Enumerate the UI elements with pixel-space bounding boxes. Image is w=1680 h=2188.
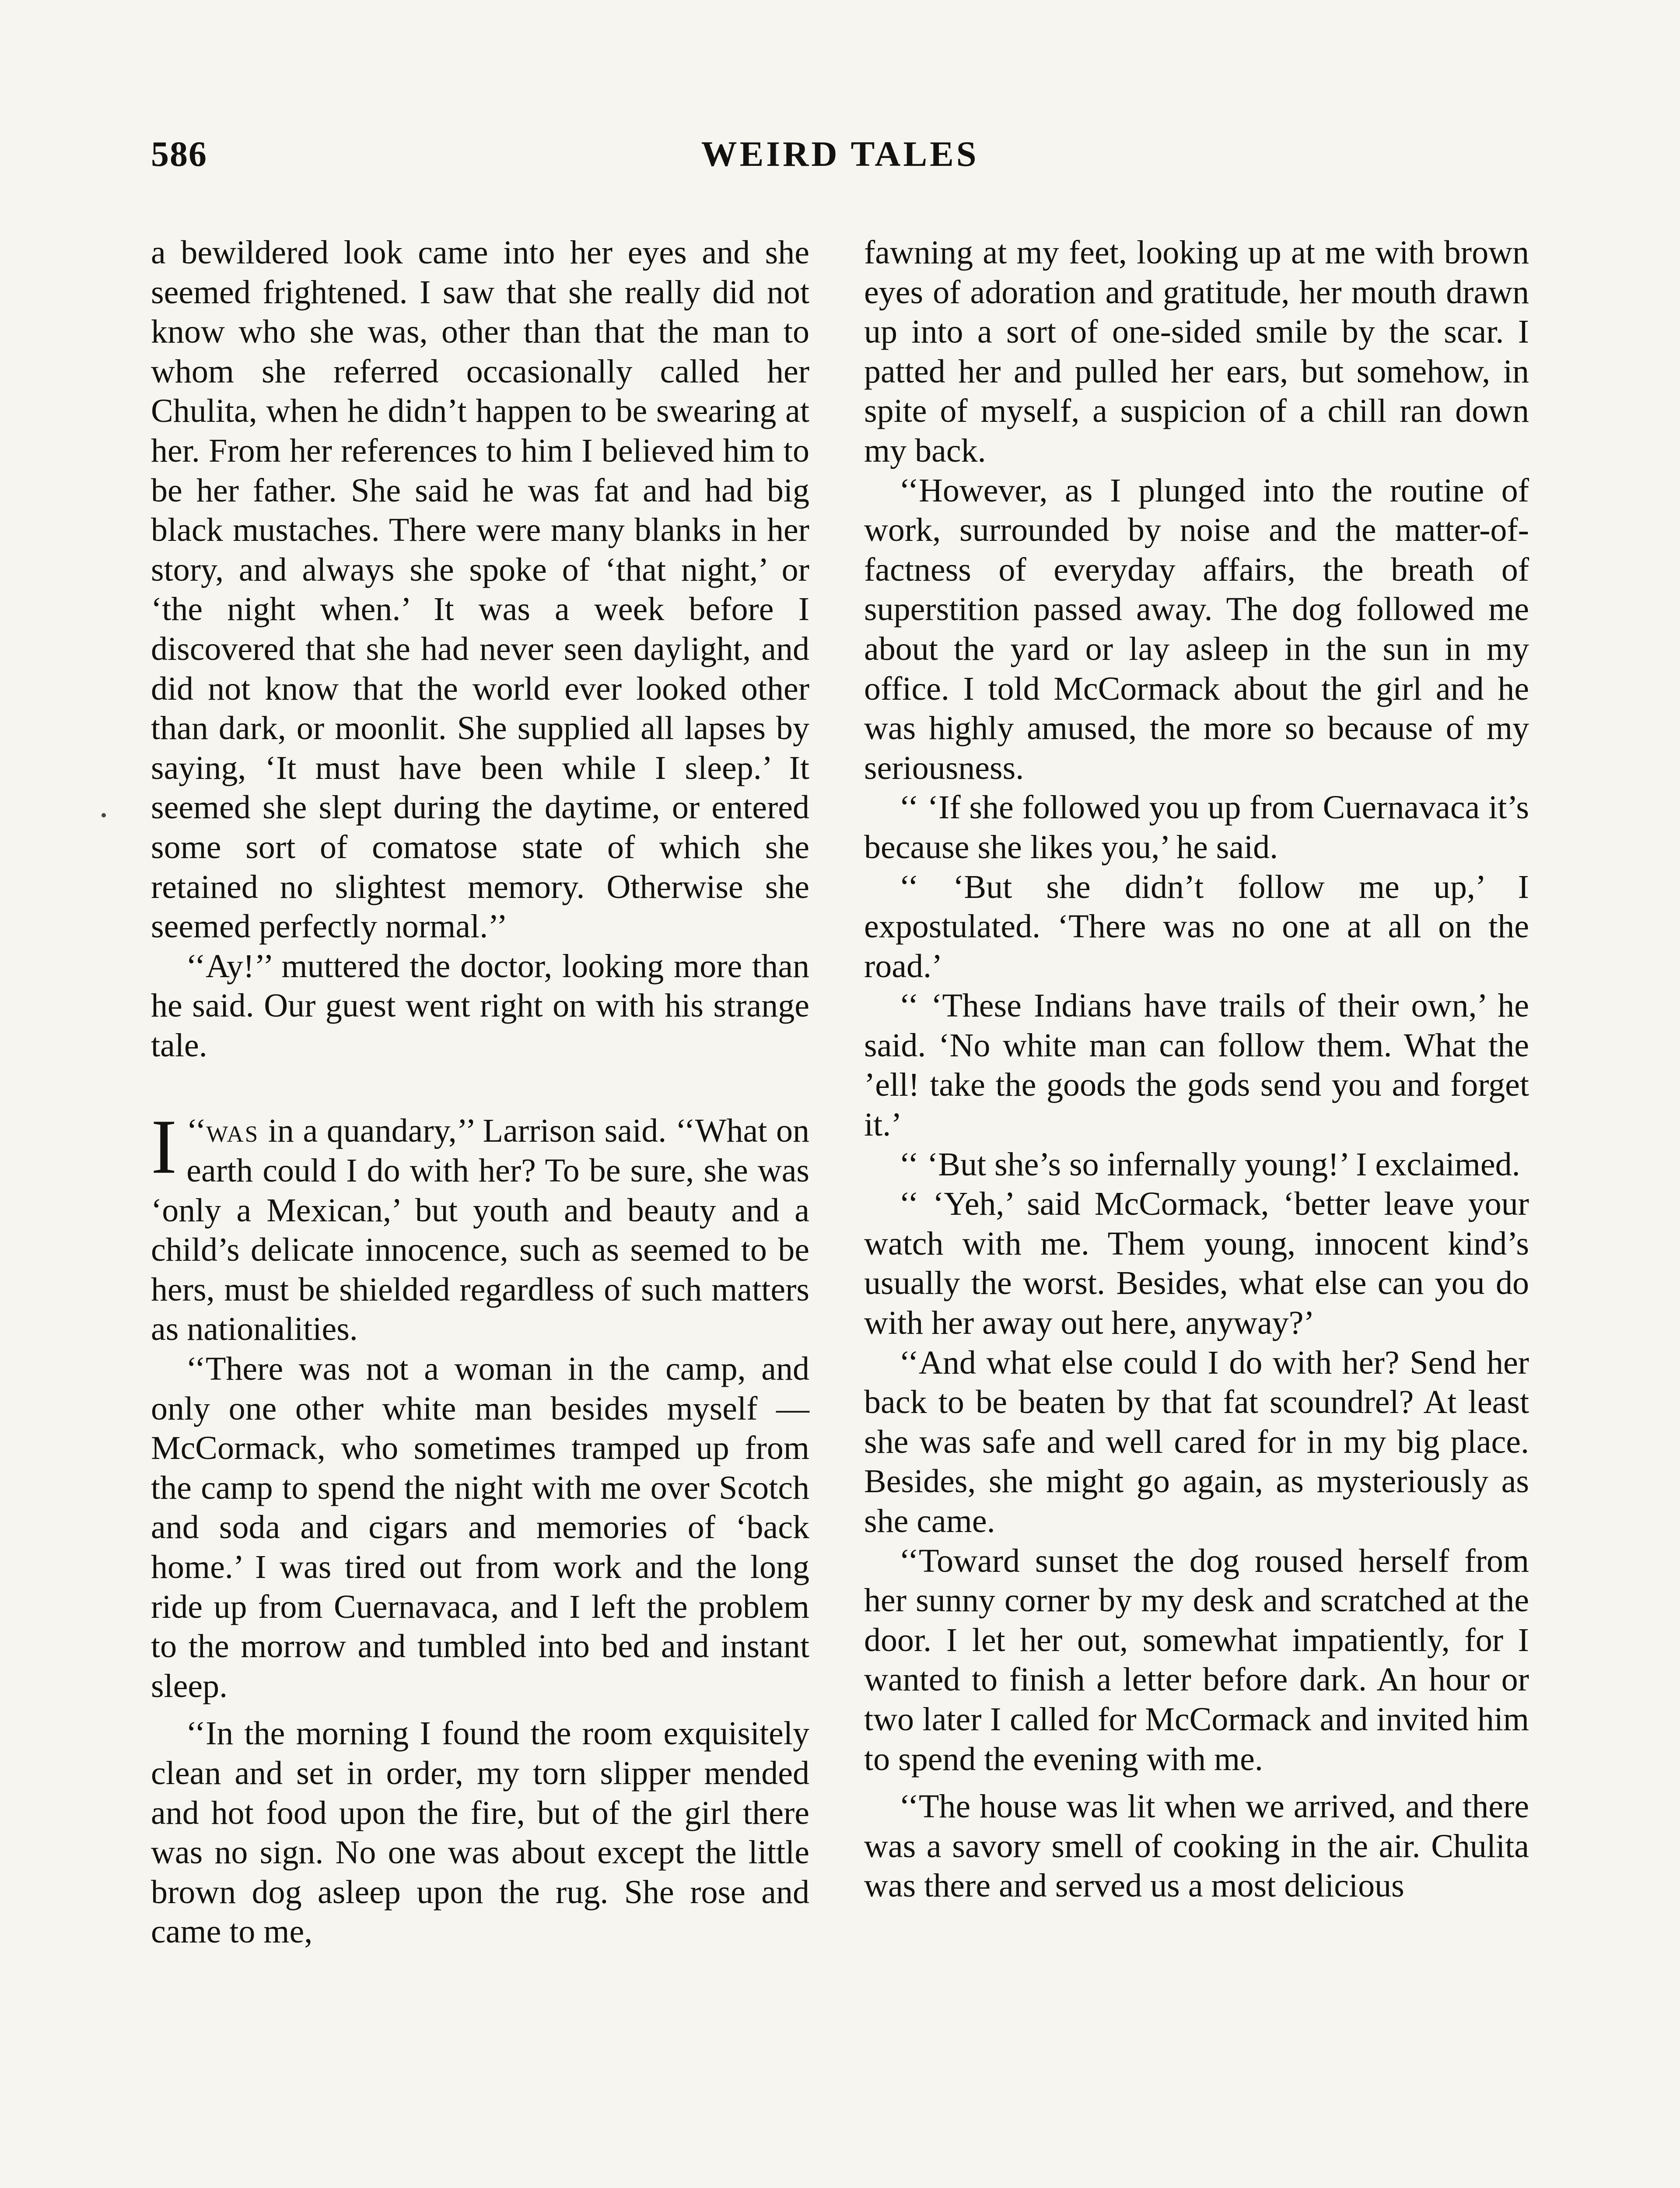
paragraph: fawning at my feet, looking up at me with brown eyes of adoration and gratitude, her mouth drawn up into a sort of one-sided smile by the scar. I patted her and pulled her ears, but somehow, in spite of myself, a suspicion of a chill ran down my back. <box>864 234 1529 469</box>
paragraph: ‘‘ ‘Yeh,’ said McCormack, ‘better leave your watch with me. Them young, innocent kind’s usually the worst. Besides, what else can you do with her away out here, anyway?’ <box>864 1185 1529 1342</box>
section-opening-paragraph <box>151 1103 809 1349</box>
left-column <box>151 233 809 1952</box>
paragraph: ‘‘Toward sunset the dog roused herself from her sunny corner by my desk and scratched at the door. I let her out, somewhat impatiently, for I wanted to finish a letter before dark. An hour or two later I called for McCormack and invited him to spend the evening with me. <box>864 1542 1529 1778</box>
right-column <box>864 233 1529 1906</box>
paper-speck <box>102 813 106 817</box>
paragraph: ‘‘ ‘But she didn’t follow me up,’ I expostulated. ‘There was no one at all on the road.’ <box>864 868 1529 985</box>
page-number: 586 <box>151 134 207 174</box>
paragraph: a bewildered look came into her eyes and she seemed frightened. I saw that she really did not know who she was, other than that the man to whom she referred occasionally called her Chulita, when he didn’t happen to be swearing at her. From her references to him I believed him to be her father. She said he was fat and had big black mustaches. There were many blanks in her story, and always she spoke of ‘that night,’ or ‘the night when.’ It was a week before I discovered that she had never seen daylight, and did not know that the world ever looked other than dark, or moonlit. She supplied all lapses by saying, ‘It must have been while I sleep.’ It seemed she slept during the daytime, or entered some sort of comatose state of which she retained no slightest memory. Otherwise she seemed perfectly normal.’’ <box>151 234 809 945</box>
paragraph: ‘‘Ay!’’ muttered the doctor, looking more than he said. Our guest went right on with his strange tale. <box>151 947 809 1064</box>
opening-quote: ‘‘ <box>186 1112 206 1150</box>
paragraph: ‘‘ ‘If she followed you up from Cuernavaca it’s because she likes you,’ he said. <box>864 789 1529 866</box>
paragraph: ‘‘In the morning I found the room exquisitely clean and set in order, my torn slipper mended and hot food upon the fire, but of the girl there was no sign. No one was about except the little brown dog asleep upon the rug. She rose and came to me, <box>151 1715 809 1950</box>
paragraph: ‘‘ ‘But she’s so infernally young!’ I exclaimed. <box>899 1146 1520 1183</box>
paragraph: ‘‘However, as I plunged into the routine of work, surrounded by noise and the matter-of-factness of everyday affairs, the breath of superstition passed away. The dog followed me about the yard or lay asleep in the sun in my office. I told McCormack about the girl and he was highly amused, the more so because of my seriousness. <box>864 472 1529 786</box>
paragraph: ‘‘The house was lit when we arrived, and there was a savory smell of cooking in the air. Chulita was there and served us a most delicious <box>864 1788 1529 1904</box>
page-header <box>151 133 1529 182</box>
paragraph: ‘‘There was not a woman in the camp, and only one other white man besides myself — McCormack, who sometimes tramped up from the camp to spend the night with me over Scotch and soda and cigars and memories of ‘back home.’ I was tired out from work and the long ride up from Cuernavaca, and I left the problem to the morrow and tumbled into bed and instant sleep. <box>151 1350 809 1704</box>
drop-cap: I <box>151 1103 177 1190</box>
running-title: WEIRD TALES <box>701 134 979 174</box>
small-caps-lead: was <box>206 1112 259 1150</box>
paragraph: ‘‘ ‘These Indians have trails of their own,’ he said. ‘No white man can follow them. What the ’ell! take the goods the gods send you and forget it.’ <box>864 987 1529 1143</box>
paragraph-text: in a quandary,’’ Larrison said. ‘‘What on earth could I do with her? To be sure, she was ‘only a Mexican,’ but youth and beauty and a child’s delicate innocence, such as seemed to be hers, must be shielded regardless of such matters as nationalities. <box>151 1112 809 1348</box>
paragraph: ‘‘And what else could I do with her? Send her back to be beaten by that fat scoundrel? At least she was safe and well cared for in my big place. Besides, she might go again, as mysteriously as she came. <box>864 1344 1529 1539</box>
